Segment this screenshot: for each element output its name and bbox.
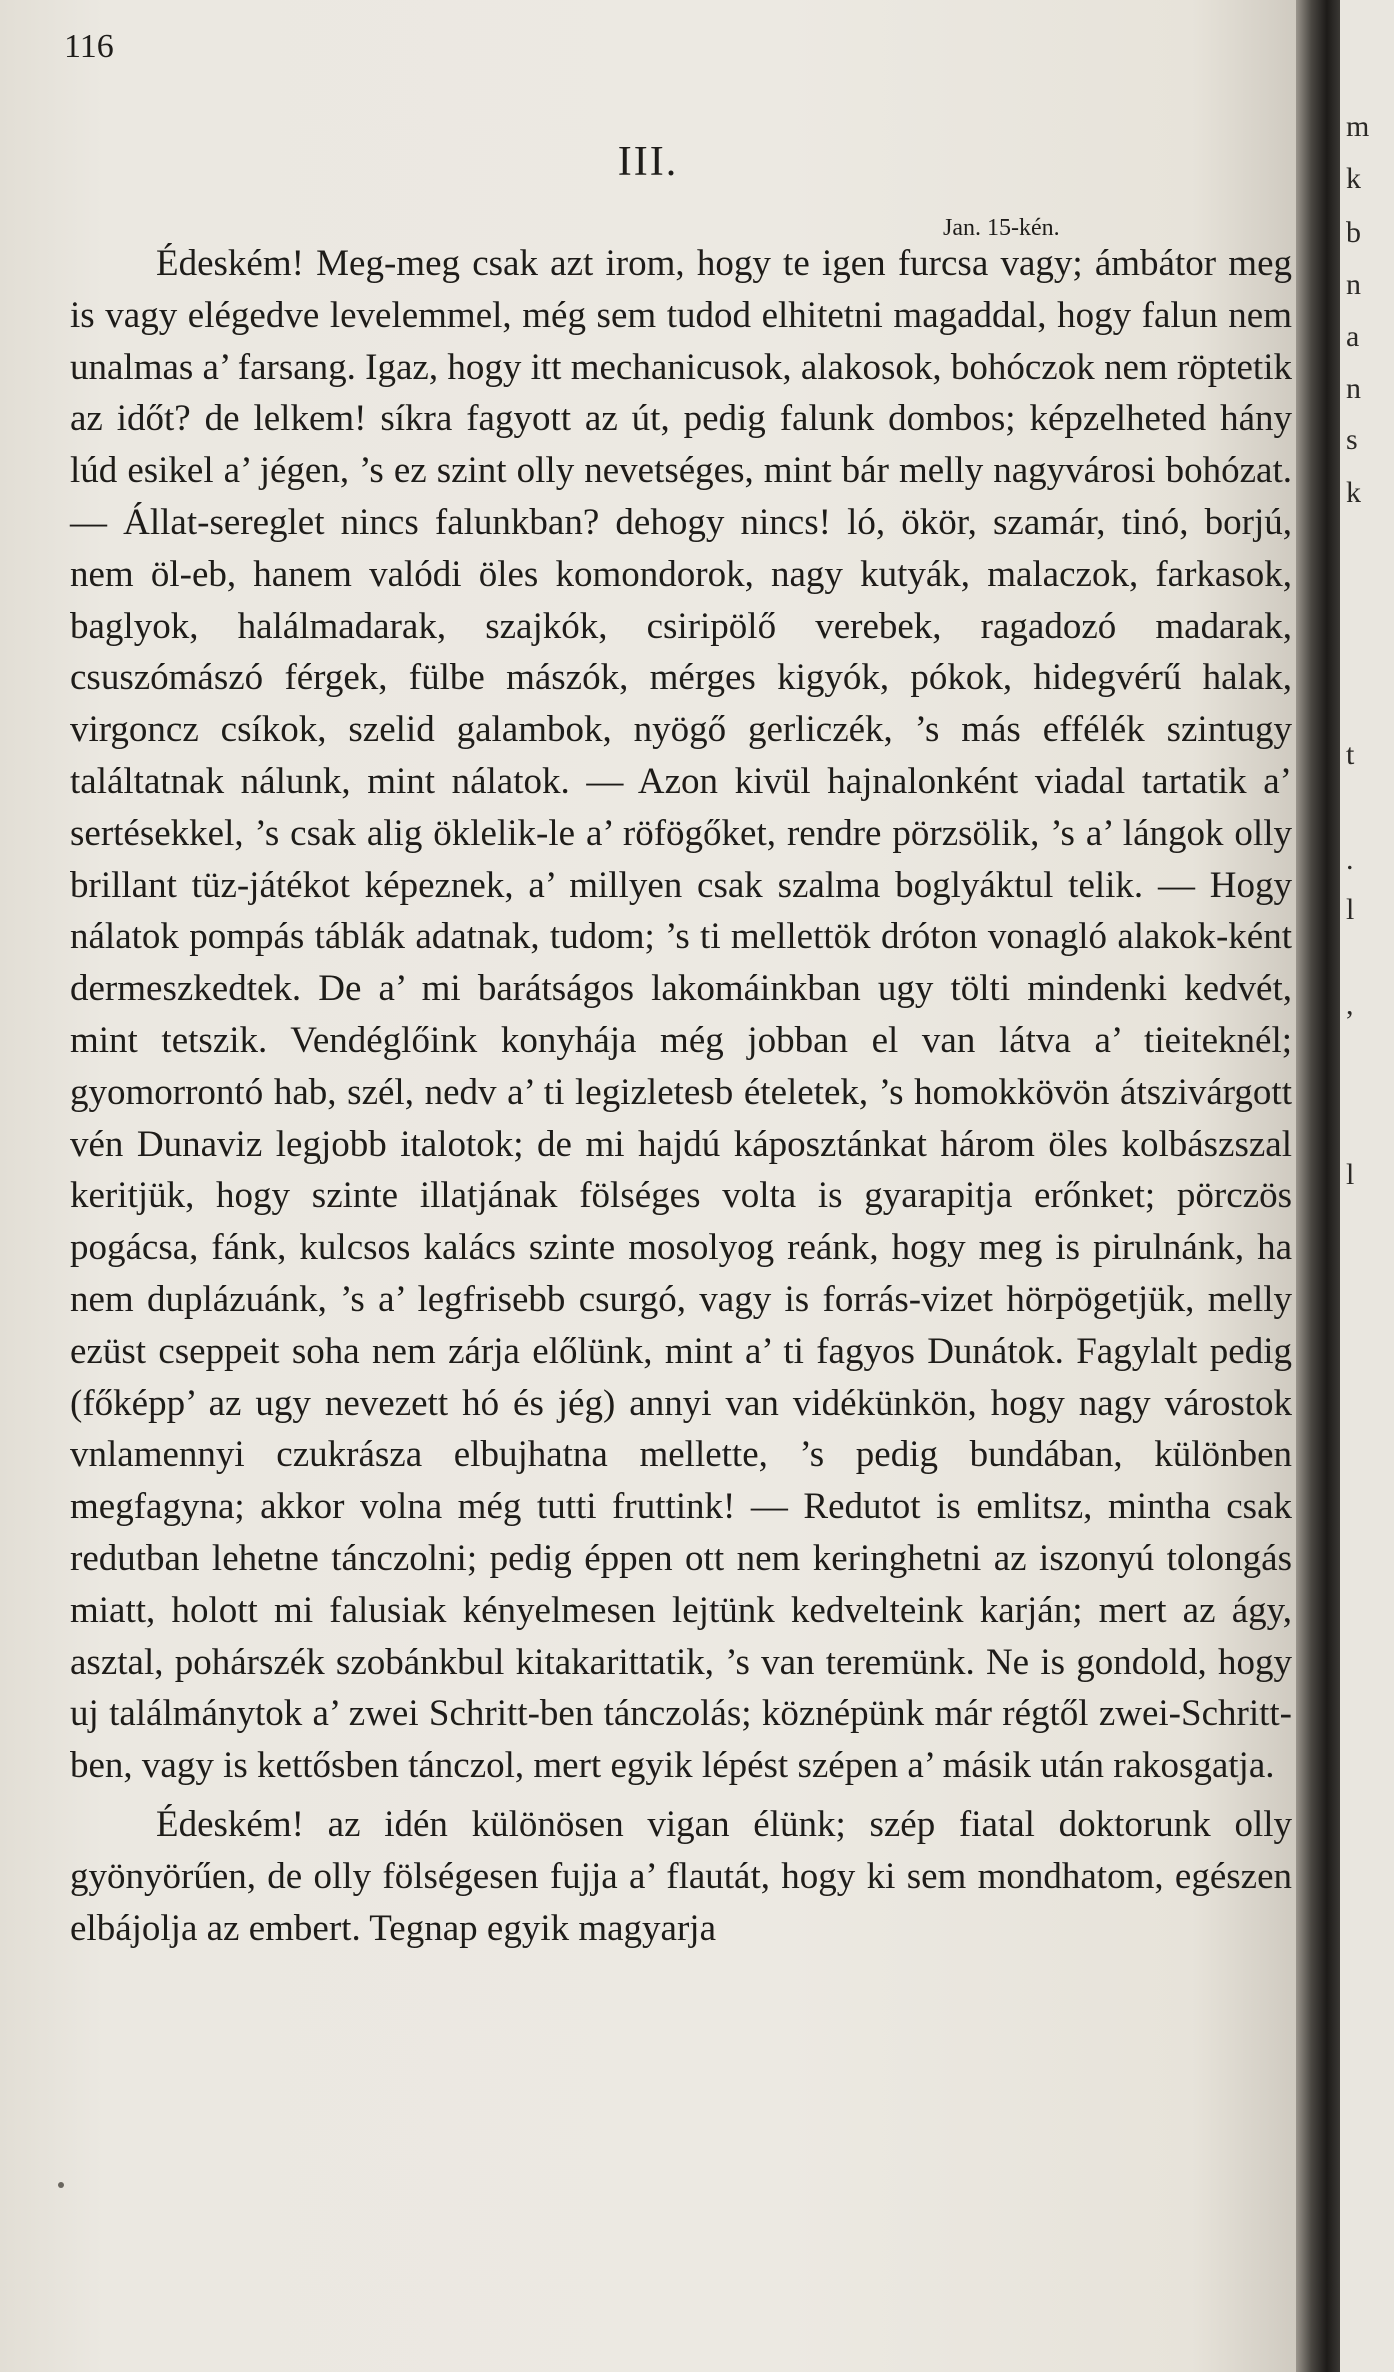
adjacent-page-letter: .	[1346, 843, 1354, 876]
adjacent-page-letter: l	[1346, 1158, 1355, 1191]
adjacent-page-letter: s	[1346, 423, 1358, 456]
adjacent-page-letter: k	[1346, 476, 1361, 509]
chapter-heading: III.	[617, 139, 679, 185]
adjacent-page-letter: ,	[1346, 988, 1354, 1021]
letter-dateline: Jan. 15-kén.	[943, 215, 1060, 241]
adjacent-page-letter: t	[1346, 738, 1355, 771]
ink-speck	[58, 2182, 64, 2188]
adjacent-page-letter: b	[1346, 216, 1361, 249]
adjacent-page-letter: k	[1346, 162, 1361, 195]
page-number: 116	[64, 28, 114, 65]
binding-gutter	[1296, 0, 1340, 2372]
adjacent-page-letter: a	[1346, 320, 1360, 353]
adjacent-page-letter: m	[1346, 110, 1370, 143]
adjacent-page-letter: n	[1346, 268, 1361, 301]
paragraph-2: Édeském! az idén különösen vigan élünk; szép fiatal doktorunk olly gyönyörűen, de olly fölségesen fujja a’ flautát, hogy ki sem mondhatom, egészen elbájolja az embert. Tegnap egyik magyarja	[70, 1803, 1292, 1949]
paragraph-1: Édeském! Meg-meg csak azt irom, hogy te igen furcsa vagy; ámbátor meg is vagy elégedve levelemmel, még sem tudod elhitetni magaddal, hogy falun nem unalmas a’ farsang. Igaz, hogy itt mechanicusok, alakosok, bohóczok nem röptetik az időt? de lelkem! síkra fagyott az út, pedig falunk dombos; képzelheted hány lúd esikel a’ jégen, ’s ez szint olly nevetséges, mint bár melly nagyvárosi bohózat. — Állat-sereglet nincs falunkban? dehogy nincs! ló, ökör, szamár, tinó, borjú, nem öl-eb, hanem valódi öles komondorok, nagy kutyák, malaczok, farkasok, baglyok, halálmadarak, szajkók, csiripölő verebek, ragadozó madarak, csuszómászó férgek, fülbe mászók, mérges kigyók, pókok, hidegvérű halak, virgoncz csíkok, szelid galambok, nyögő gerliczék, ’s más effélék szintugy találtatnak nálunk, mint nálatok. — Azon kivül hajnalonként viadal tartatik a’ sertésekkel, ’s csak alig öklelik-le a’ röfögőket, rendre pörzsölik, ’s a’ lángok olly brillant tüz-játékot képeznek, a’ millyen csak szalma boglyáktul telik. — Hogy nálatok pompás táblák adatnak, tudom; ’s ti mellettök dróton vonagló alakok-ként dermeszkedtek. De a’ mi barátságos lakomáinkban ugy tölti mindenki kedvét, mint tetszik. Vendéglőink konyhája még jobban el van látva a’ tieiteknél; gyomorrontó hab, szél, nedv a’ ti legizletesb ételetek, ’s homokkövön átszivárgott vén Dunaviz legjobb italotok; de mi hajdú káposztánkat három öles kolbászszal keritjük, hogy szinte illatjának fölséges volta is gyarapitja erőnket; pörczös pogácsa, fánk, kulcsos kalács szinte mosolyog reánk, hogy meg is pirulnánk, ha nem duplázuánk, ’s a’ legfrisebb csurgó, vagy is forrás-vizet hörpögetjük, melly ezüst cseppeit soha nem zárja előlünk, mint a’ ti fagyos Dunátok. Fagylalt pedig (főképp’ az ugy nevezett hó és jég) annyi van vidékünkön, hogy nagy várostok vnlamennyi czukrásza elbujhatna mellette, ’s pedig bundában, különben megfagyna; akkor volna még tutti fruttink! — Redutot is emlitsz, mintha csak redutban lehetne tánczolni; pedig éppen ott nem keringhetni az iszonyú tolongás miatt, holott mi falusiak kényelmesen lejtünk kedvelteink karján; mert az ágy, asztal, pohárszék szobánkbul kitakarittatik, ’s van teremünk. Ne is gondold, hogy uj találmánytok a’ zwei Schritt-ben tánczolás; köznépünk már régtől zwei-Schritt-ben, vagy is kettősben tánczol, mert egyik lépést szépen a’ másik után rakosgatja.	[70, 243, 1292, 1787]
adjacent-page-edge	[1340, 0, 1394, 2372]
adjacent-page-letter: n	[1346, 372, 1361, 405]
adjacent-page-letter: l	[1346, 893, 1355, 926]
body-text	[70, 238, 1292, 1954]
